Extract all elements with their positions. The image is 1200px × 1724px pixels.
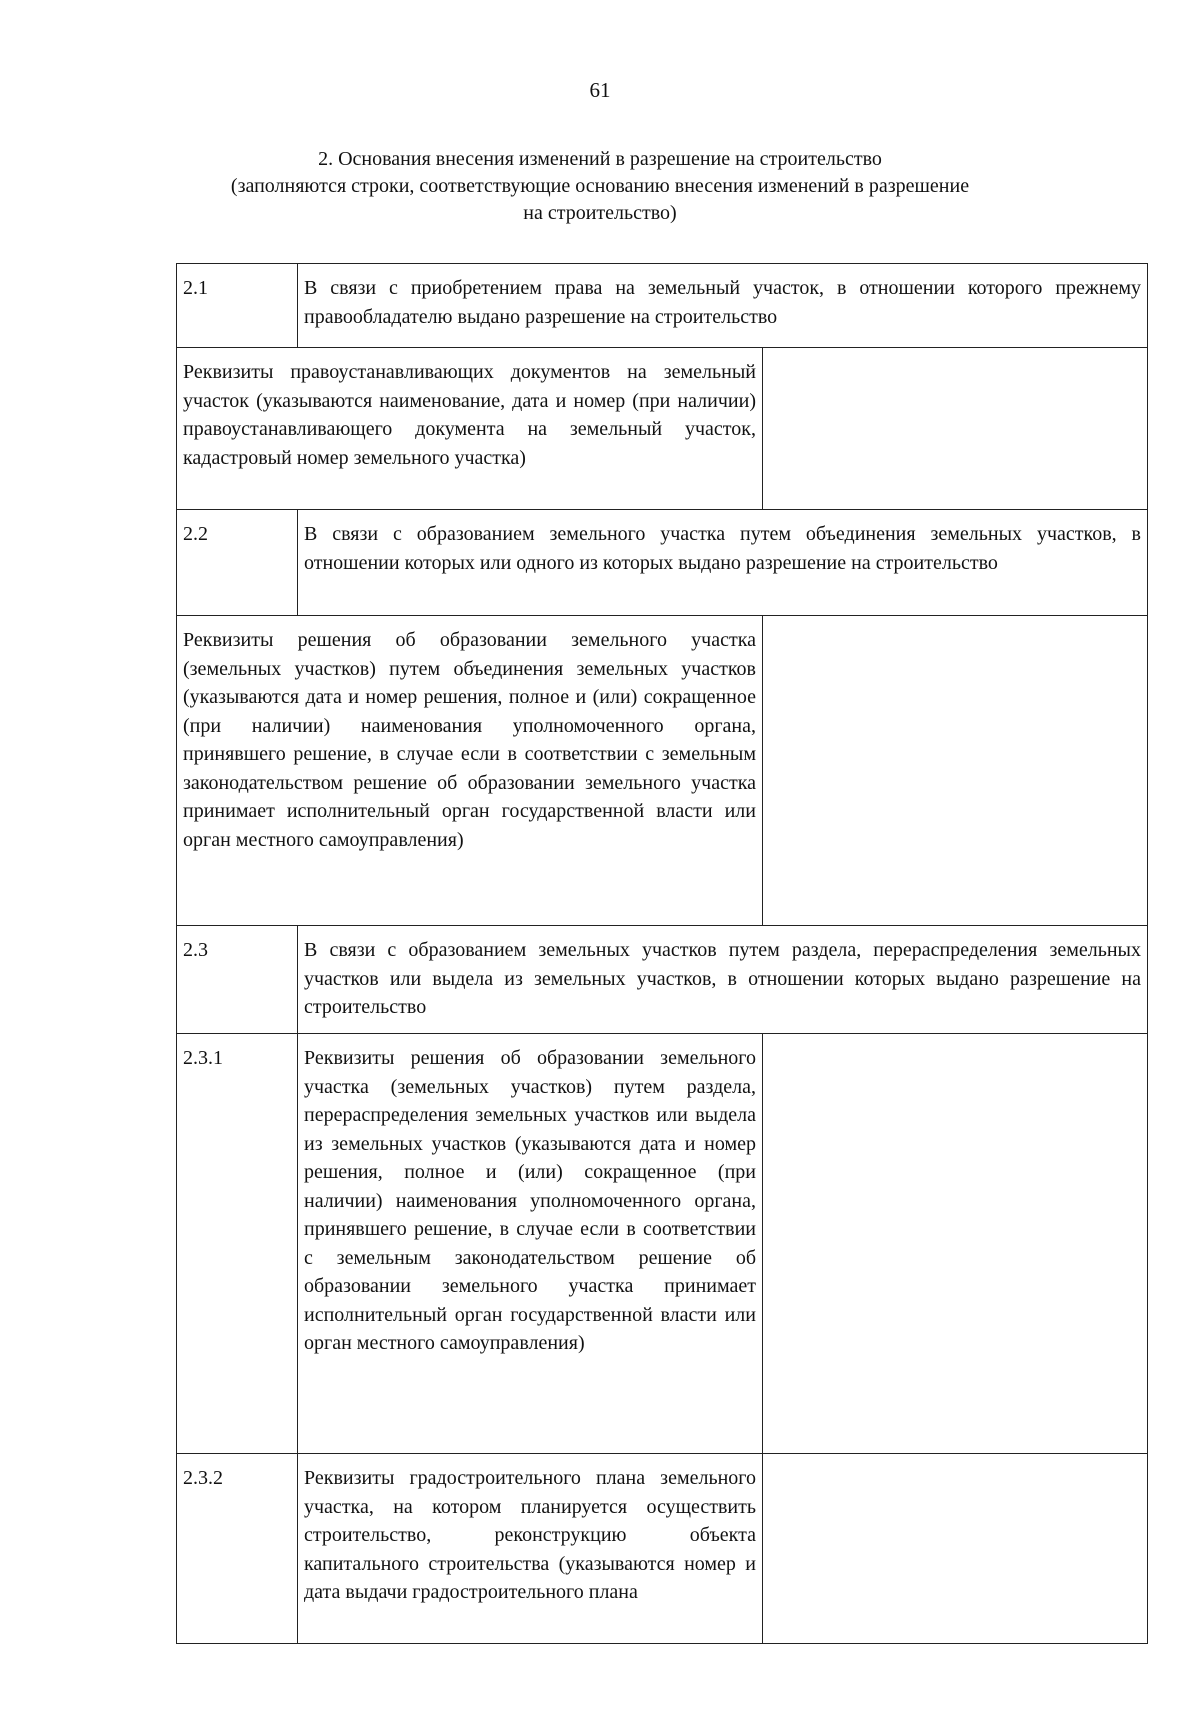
requisites-label: Реквизиты градостроительного плана земельного участка, на котором планируется осуществить строительство, реконструкцию объекта капитального строительства (указываются номер и дата выдачи градостроительного плана xyxy=(304,1467,756,1603)
row-text: В связи с образованием земельного участка путем объединения земельных участков, в отношении которых или одного из которых выдано разрешение на строительство xyxy=(298,510,1148,616)
requisites-value-field[interactable] xyxy=(763,1034,1148,1454)
row-2-2 xyxy=(177,510,1148,616)
page-number: 61 xyxy=(589,78,611,102)
requisites-value-field[interactable] xyxy=(763,348,1148,510)
requisites-value-field[interactable] xyxy=(763,616,1148,926)
heading-line-2: (заполняются строки, соответствующие основанию внесения изменений в разрешение xyxy=(230,175,970,197)
row-2-3 xyxy=(177,926,1148,1034)
heading-line-1: 2. Основания внесения изменений в разрешение на строительство xyxy=(318,148,882,170)
requisites-label: Реквизиты решения об образовании земельного участка (земельных участков) путем объединения земельных участков (указываются дата и номер решения, полное и (или) сокращенное (при наличии) наименования уполномоченного органа, принявшего решение, в случае если в соответствии с земельным законодательством решение об образовании земельного участка принимает исполнительный орган государственной власти или орган местного самоуправления) xyxy=(177,616,763,926)
row-number: 2.3 xyxy=(177,926,298,1034)
heading-line-3: на строительство) xyxy=(523,202,677,224)
requisites-label: Реквизиты решения об образовании земельного участка (земельных участков) путем раздела, перераспределения земельных участков или выдела из земельных участков (указываются дата и номер решения, полное и (или) сокращенное (при наличии) наименования уполномоченного органа, принявшего решение, в случае если в соответствии с земельным законодательством решение об образовании земельного участка принимает исполнительный орган государственной власти или орган местного самоуправления) xyxy=(298,1034,763,1454)
row-number: 2.2 xyxy=(177,510,298,616)
row-number: 2.3.1 xyxy=(177,1034,298,1454)
row-2-3-1 xyxy=(177,1034,1148,1454)
requisites-value-field[interactable] xyxy=(763,1454,1148,1644)
row-number: 2.3.2 xyxy=(177,1454,298,1644)
row-text: В связи с приобретением права на земельный участок, в отношении которого прежнему правообладателю выдано разрешение на строительство xyxy=(298,264,1148,348)
requisites-label: Реквизиты правоустанавливающих документов на земельный участок (указываются наименование, дата и номер (при наличии) правоустанавливающего документа на земельный участок, кадастровый номер земельного участка) xyxy=(177,348,763,510)
row-2-1 xyxy=(177,264,1148,348)
row-number: 2.1 xyxy=(177,264,298,348)
row-2-3-2 xyxy=(177,1454,1148,1644)
section-heading xyxy=(150,146,1050,227)
requisites-label-cell xyxy=(298,1454,763,1644)
row-text: В связи с образованием земельных участков путем раздела, перераспределения земельных участков или выдела из земельных участков, в отношении которых выдано разрешение на строительство xyxy=(298,926,1148,1034)
row-2-2-requisites xyxy=(177,616,1148,926)
row-2-1-requisites xyxy=(177,348,1148,510)
grounds-table xyxy=(176,263,1148,1644)
